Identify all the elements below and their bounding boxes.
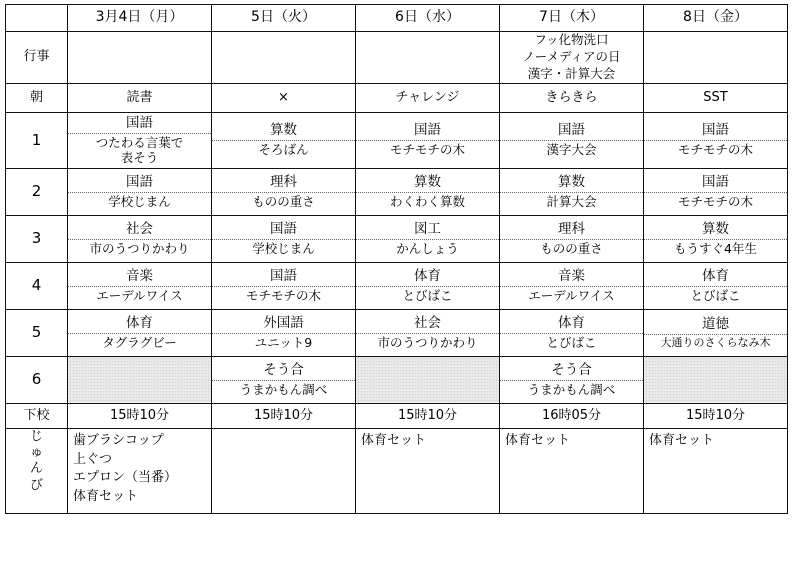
preparation-item: 体育セット (73, 489, 139, 505)
period-cell-2-1 (68, 168, 212, 215)
row-label-period-2: 2 (6, 168, 68, 215)
period-cell-2-4 (500, 168, 644, 215)
dismissal-cell-day-5: 15時10分 (644, 403, 788, 428)
morning-cell-day-4: きらきら (500, 83, 644, 112)
period-cell-5-3 (356, 309, 500, 356)
period-cell-2-5 (644, 168, 788, 215)
period-cell-3-3 (356, 215, 500, 262)
table-row-period-1 (6, 112, 788, 168)
subject: 図工 (414, 221, 441, 237)
subject: 音楽 (126, 268, 153, 284)
label-char: じ (29, 428, 43, 444)
detail: もうすぐ4年生 (644, 239, 787, 259)
event-cell-day-1 (68, 32, 212, 84)
detail: ものの重さ (500, 239, 643, 259)
corner-cell (6, 5, 68, 32)
morning-cell-day-2: × (212, 83, 356, 112)
event-cell-day-4 (500, 32, 644, 84)
period-cell-1-4 (500, 112, 644, 168)
table-header-row (6, 5, 788, 32)
subject: 国語 (126, 174, 153, 190)
preparation-item: 上ぐつ (73, 451, 113, 467)
detail: 市のうつりかわり (356, 333, 499, 353)
period-cell-3-5 (644, 215, 788, 262)
subject: 社会 (126, 221, 153, 237)
table-row-period-5 (6, 309, 788, 356)
label-char: び (29, 477, 43, 493)
subject: そう合 (263, 362, 304, 378)
table-row-period-6 (6, 356, 788, 403)
period-cell-5-5 (644, 309, 788, 356)
row-label-period-3: 3 (6, 215, 68, 262)
subject: 体育 (702, 268, 729, 284)
period-cell-6-3 (356, 356, 500, 403)
detail: モチモチの木 (644, 192, 787, 212)
column-header-day-1: 3月4日（月） (68, 5, 212, 32)
preparation-item: 体育セット (505, 432, 571, 448)
detail: 漢字大会 (500, 140, 643, 160)
preparation-cell-day-4 (500, 428, 644, 513)
subject: 国語 (702, 122, 729, 139)
subject: 体育 (558, 315, 585, 331)
subject: 社会 (414, 315, 441, 331)
detail: とびばこ (356, 286, 499, 306)
weekly-timetable (5, 4, 788, 514)
subject: 音楽 (558, 268, 585, 284)
detail: タグラグビー (68, 333, 211, 353)
dismissal-cell-day-2: 15時10分 (212, 403, 356, 428)
table-row-period-2 (6, 168, 788, 215)
column-header-day-3: 6日（水） (356, 5, 500, 32)
period-cell-3-1 (68, 215, 212, 262)
detail: つたわる言葉で 表そう (68, 133, 211, 168)
period-cell-6-4 (500, 356, 644, 403)
subject: 算数 (558, 174, 585, 190)
event-lines-day-4 (500, 32, 643, 83)
preparation-item: エプロン（当番） (73, 470, 178, 486)
detail: わくわく算数 (356, 192, 499, 212)
table-row-preparation (6, 428, 788, 513)
event-text: ノーメディアの日 (522, 48, 621, 64)
detail: エーデルワイス (500, 286, 643, 306)
subject: 算数 (270, 122, 297, 139)
dismissal-cell-day-3: 15時10分 (356, 403, 500, 428)
row-label-period-4: 4 (6, 262, 68, 309)
table-row-period-4 (6, 262, 788, 309)
column-header-day-2: 5日（火） (212, 5, 356, 32)
detail: うまかもん調べ (212, 380, 355, 400)
detail: 計算大会 (500, 192, 643, 212)
subject: 国語 (414, 122, 441, 139)
detail: 学校じまん (68, 192, 211, 212)
row-label-period-6: 6 (6, 356, 68, 403)
subject: 国語 (126, 114, 153, 131)
preparation-list-day-1 (73, 432, 206, 507)
detail: ユニット9 (212, 333, 355, 353)
detail: うまかもん調べ (500, 380, 643, 400)
preparation-item: 歯ブラシコップ (73, 432, 164, 448)
row-label-preparation (6, 428, 68, 513)
preparation-cell-day-3 (356, 428, 500, 513)
detail: とびばこ (644, 286, 787, 306)
detail: ものの重さ (212, 192, 355, 212)
detail: 学校じまん (212, 239, 355, 259)
label-char: ゅ (29, 445, 43, 460)
period-cell-4-2 (212, 262, 356, 309)
subject: 算数 (702, 221, 729, 237)
morning-cell-day-1: 読書 (68, 83, 212, 112)
subject: 国語 (558, 122, 585, 139)
subject: 体育 (414, 268, 441, 284)
preparation-item: 体育セット (649, 432, 715, 448)
period-cell-4-5 (644, 262, 788, 309)
subject: 国語 (270, 221, 297, 237)
period-cell-4-4 (500, 262, 644, 309)
preparation-cell-day-5 (644, 428, 788, 513)
period-cell-5-1 (68, 309, 212, 356)
period-cell-1-2 (212, 112, 356, 168)
label-char: ん (29, 461, 43, 477)
preparation-item: 体育セット (361, 432, 427, 448)
period-cell-2-3 (356, 168, 500, 215)
column-header-day-5: 8日（金） (644, 5, 788, 32)
subject: 国語 (270, 268, 297, 284)
subject: 体育 (126, 315, 153, 331)
row-label-period-1: 1 (6, 112, 68, 168)
period-cell-2-2 (212, 168, 356, 215)
preparation-list-day-5 (649, 432, 782, 451)
period-cell-6-1 (68, 356, 212, 403)
table-row-events (6, 32, 788, 84)
event-cell-day-2 (212, 32, 356, 84)
subject: 道徳 (702, 315, 729, 332)
detail: エーデルワイス (68, 286, 211, 306)
event-cell-day-5 (644, 32, 788, 84)
period-cell-3-4 (500, 215, 644, 262)
subject: 国語 (702, 174, 729, 190)
detail: とびばこ (500, 333, 643, 353)
detail: モチモチの木 (644, 140, 787, 160)
period-cell-5-2 (212, 309, 356, 356)
period-cell-4-1 (68, 262, 212, 309)
period-cell-1-1 (68, 112, 212, 168)
detail: 大通りのさくらなみ木 (644, 334, 787, 352)
period-cell-6-5 (644, 356, 788, 403)
row-label-preparation-chars (6, 429, 67, 494)
period-cell-4-3 (356, 262, 500, 309)
event-text: 漢字・計算大会 (527, 65, 616, 81)
period-cell-3-2 (212, 215, 356, 262)
period-cell-1-5 (644, 112, 788, 168)
column-header-day-4: 7日（木） (500, 5, 644, 32)
subject: 理科 (558, 221, 585, 237)
event-text: フッ化物洗口 (534, 32, 609, 47)
preparation-list-day-4 (505, 432, 638, 451)
morning-cell-day-5: SST (644, 83, 788, 112)
preparation-list-day-3 (361, 432, 494, 451)
period-cell-1-3 (356, 112, 500, 168)
row-label-events: 行事 (6, 32, 68, 84)
table-row-dismissal (6, 403, 788, 428)
row-label-morning: 朝 (6, 83, 68, 112)
subject: そう合 (551, 362, 592, 378)
subject: 理科 (270, 174, 297, 190)
detail: かんしょう (356, 239, 499, 259)
table-row-morning (6, 83, 788, 112)
subject: 算数 (414, 174, 441, 190)
event-cell-day-3 (356, 32, 500, 84)
detail: モチモチの木 (356, 140, 499, 160)
subject: 外国語 (263, 315, 304, 331)
detail: そろばん (212, 140, 355, 160)
dismissal-cell-day-1: 15時10分 (68, 403, 212, 428)
row-label-period-5: 5 (6, 309, 68, 356)
timetable-sheet (0, 4, 794, 561)
dismissal-cell-day-4: 16時05分 (500, 403, 644, 428)
table-row-period-3 (6, 215, 788, 262)
preparation-cell-day-2 (212, 428, 356, 513)
period-cell-6-2 (212, 356, 356, 403)
period-cell-5-4 (500, 309, 644, 356)
preparation-cell-day-1 (68, 428, 212, 513)
row-label-dismissal: 下校 (6, 403, 68, 428)
morning-cell-day-3: チャレンジ (356, 83, 500, 112)
detail: モチモチの木 (212, 286, 355, 306)
detail: 市のうつりかわり (68, 239, 211, 259)
